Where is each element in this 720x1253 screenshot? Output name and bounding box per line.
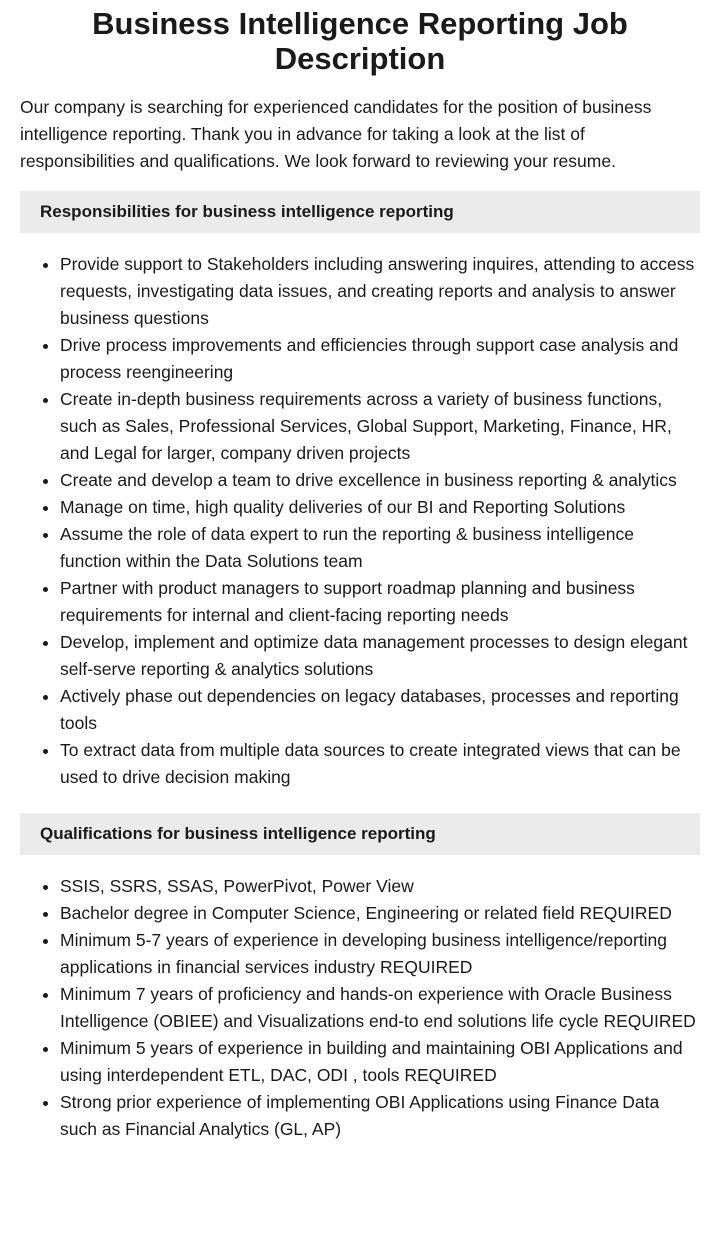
list-item: • Partner with product managers to support roadmap planning and business requirements for internal and client-facing reporting needs bbox=[60, 575, 700, 629]
list-item: • To extract data from multiple data sources to create integrated views that can be used to drive decision making bbox=[60, 737, 700, 791]
intro-text: Our company is searching for experienced candidates for the position of business intelligence reporting. Thank you in advance for taking a look at the list of responsibilities and qualifications. We look forward to reviewing your resume. bbox=[20, 97, 652, 171]
responsibilities-heading: Responsibilities for business intelligence reporting bbox=[20, 191, 700, 233]
responsibilities-list bbox=[20, 251, 700, 791]
list-item: • Minimum 5-7 years of experience in developing business intelligence/reporting applications in financial services industry REQUIRED bbox=[60, 927, 700, 981]
list-item: • Provide support to Stakeholders including answering inquires, attending to access requests, investigating data issues, and creating reports and analysis to answer business questions bbox=[60, 251, 700, 332]
list-item: • Assume the role of data expert to run the reporting & business intelligence function within the Data Solutions team bbox=[60, 521, 700, 575]
list-item: • Actively phase out dependencies on legacy databases, processes and reporting tools bbox=[60, 683, 700, 737]
list-item: • Minimum 5 years of experience in building and maintaining OBI Applications and using interdependent ETL, DAC, ODI , tools REQUIRED bbox=[60, 1035, 700, 1089]
qualifications-list bbox=[20, 873, 700, 1143]
page-title: Business Intelligence Reporting Job Description bbox=[92, 6, 628, 76]
list-item: • Create in-depth business requirements across a variety of business functions, such as Sales, Professional Services, Global Support, Marketing, Finance, HR, and Legal for larger, company driven projects bbox=[60, 386, 700, 467]
list-item: • SSIS, SSRS, SSAS, PowerPivot, Power View bbox=[60, 873, 700, 900]
qualifications-heading: Qualifications for business intelligence reporting bbox=[20, 813, 700, 855]
list-item: • Drive process improvements and efficiencies through support case analysis and process reengineering bbox=[60, 332, 700, 386]
list-item: • Develop, implement and optimize data management processes to design elegant self-serve reporting & analytics solutions bbox=[60, 629, 700, 683]
list-item: • Bachelor degree in Computer Science, Engineering or related field REQUIRED bbox=[60, 900, 700, 927]
list-item: • Strong prior experience of implementing OBI Applications using Finance Data such as Financial Analytics (GL, AP) bbox=[60, 1089, 700, 1143]
list-item: • Minimum 7 years of proficiency and hands-on experience with Oracle Business Intelligence (OBIEE) and Visualizations end-to end solutions life cycle REQUIRED bbox=[60, 981, 700, 1035]
list-item: • Manage on time, high quality deliveries of our BI and Reporting Solutions bbox=[60, 494, 700, 521]
list-item: • Create and develop a team to drive excellence in business reporting & analytics bbox=[60, 467, 700, 494]
